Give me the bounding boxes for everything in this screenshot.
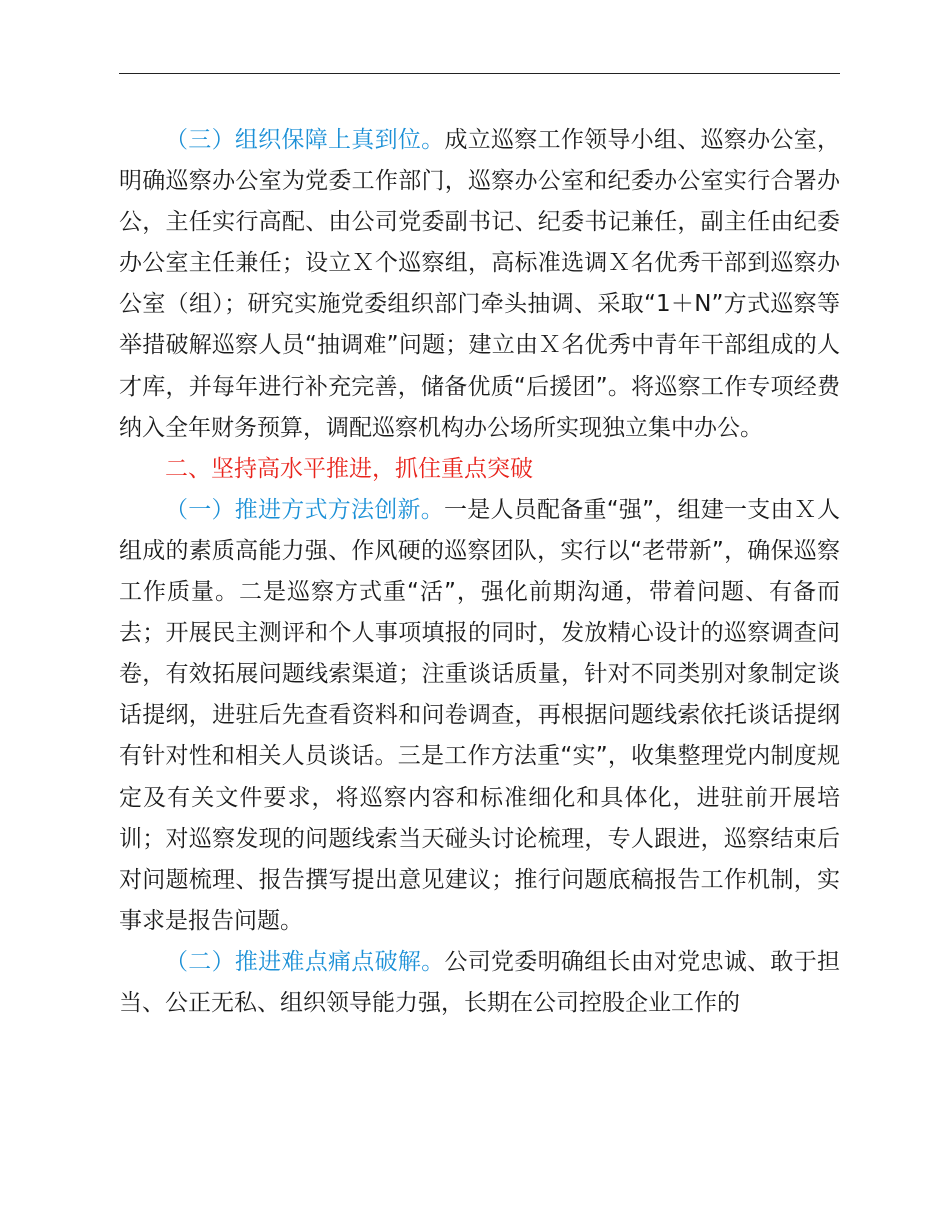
sub-heading-difficulty-solving: （二）推进难点痛点破解。 — [165, 948, 445, 975]
paragraph-difficulty-solving — [119, 942, 840, 1024]
paragraph-org-guarantee — [119, 120, 840, 449]
document-body — [119, 120, 840, 1024]
sub-heading-org-guarantee: （三）组织保障上真到位。 — [165, 127, 445, 153]
paragraph-method-innovation — [119, 490, 840, 942]
section-heading-2: 二、坚持高水平推进，抓住重点突破 — [165, 455, 533, 482]
paragraph-text: 公司党委明确组长由对党忠诚、敢于担当、公正无私、组织领导能力强，长期在公司控股企业工作的 — [119, 948, 841, 1016]
paragraph-text: 成立巡察工作领导小组、巡察办公室，明确巡察办公室为党委工作部门，巡察办公室和纪委办公室实行合署办公，主任实行高配、由公司党委副书记、纪委书记兼任，副主任由纪委办公室主任兼任；设立Ｘ个巡察组，高标准选调Ｘ名优秀干部到巡察办公室（组）；研究实施党委组织部门牵头抽调、采取“1＋N”方式巡察等举措破解巡察人员“抽调难”问题；建立由Ｘ名优秀中青年干部组成的人才库，并每年进行补充完善，储备优质“后援团”。将巡察工作专项经费纳入全年财务预算，调配巡察机构办公场所实现独立集中办公。 — [119, 127, 841, 441]
sub-heading-method-innovation: （一）推进方式方法创新。 — [165, 496, 444, 523]
header-rule — [119, 73, 840, 74]
paragraph-text: 一是人员配备重“强”，组建一支由Ｘ人组成的素质高能力强、作风硬的巡察团队，实行以“老带新”，确保巡察工作质量。二是巡察方式重“活”，强化前期沟通，带着问题、有备而去；开展民主测评和个人事项填报的同时，发放精心设计的巡察调查问卷，有效拓展问题线索渠道；注重谈话质量，针对不同类别对象制定谈话提纲，进驻后先查看资料和问卷调查，再根据问题线索依托谈话提纲有针对性和相关人员谈话。三是工作方法重“实”，收集整理党内制度规定及有关文件要求，将巡察内容和标准细化和具体化，进驻前开展培训；对巡察发现的问题线索当天碰头讨论梳理，专人跟进，巡察结束后对问题梳理、报告撰写提出意见建议；推行问题底稿报告工作机制，实事求是报告问题。 — [119, 496, 840, 934]
